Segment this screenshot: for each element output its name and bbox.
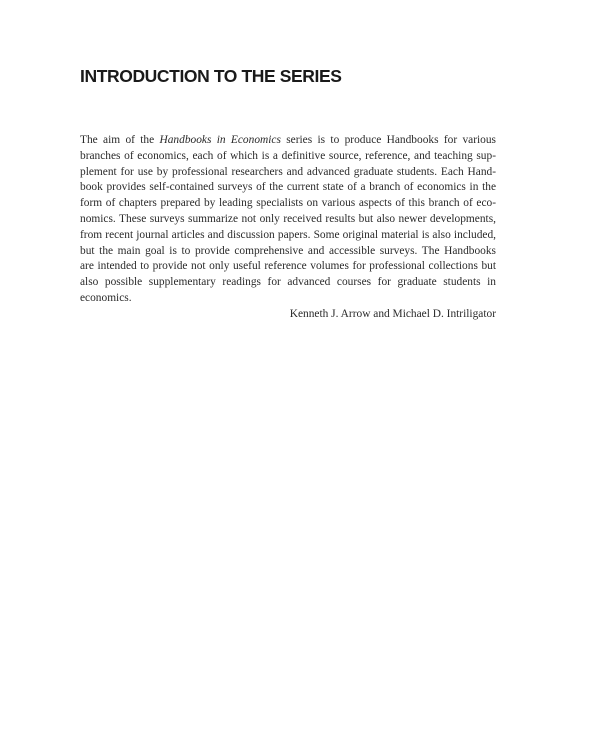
text-line: plement for use by professional researchers and advanced graduate students. Each Hand- [80,165,496,178]
text-line [80,133,496,149]
text-segment: The aim of the [80,134,160,146]
intro-paragraph [80,133,496,323]
text-line: form of chapters prepared by leading specialists on various aspects of this branch of eco- [80,197,496,210]
text-line: are intended to provide not only useful reference volumes for professional collections but [80,260,496,273]
text-segment: series is to produce Handbooks for various [280,134,496,146]
series-title: Handbooks in Economics [159,134,281,146]
text-line: but the main goal is to provide comprehensive and accessible surveys. The Handbooks [80,244,496,257]
signature: Kenneth J. Arrow and Michael D. Intriligator [289,307,496,320]
text-line: book provides self-contained surveys of the current state of a branch of economics in the [80,181,496,194]
text-line: also possible supplementary readings for advanced courses for graduate students in [80,276,496,289]
page-title: INTRODUCTION TO THE SERIES [80,66,342,86]
text-line: economics. [80,291,132,304]
text-line: branches of economics, each of which is a definitive source, reference, and teaching sup- [80,149,496,162]
text-line: from recent journal articles and discussion papers. Some original material is also included, [80,228,496,241]
text-line: nomics. These surveys summarize not only received results but also newer developments, [80,212,496,225]
